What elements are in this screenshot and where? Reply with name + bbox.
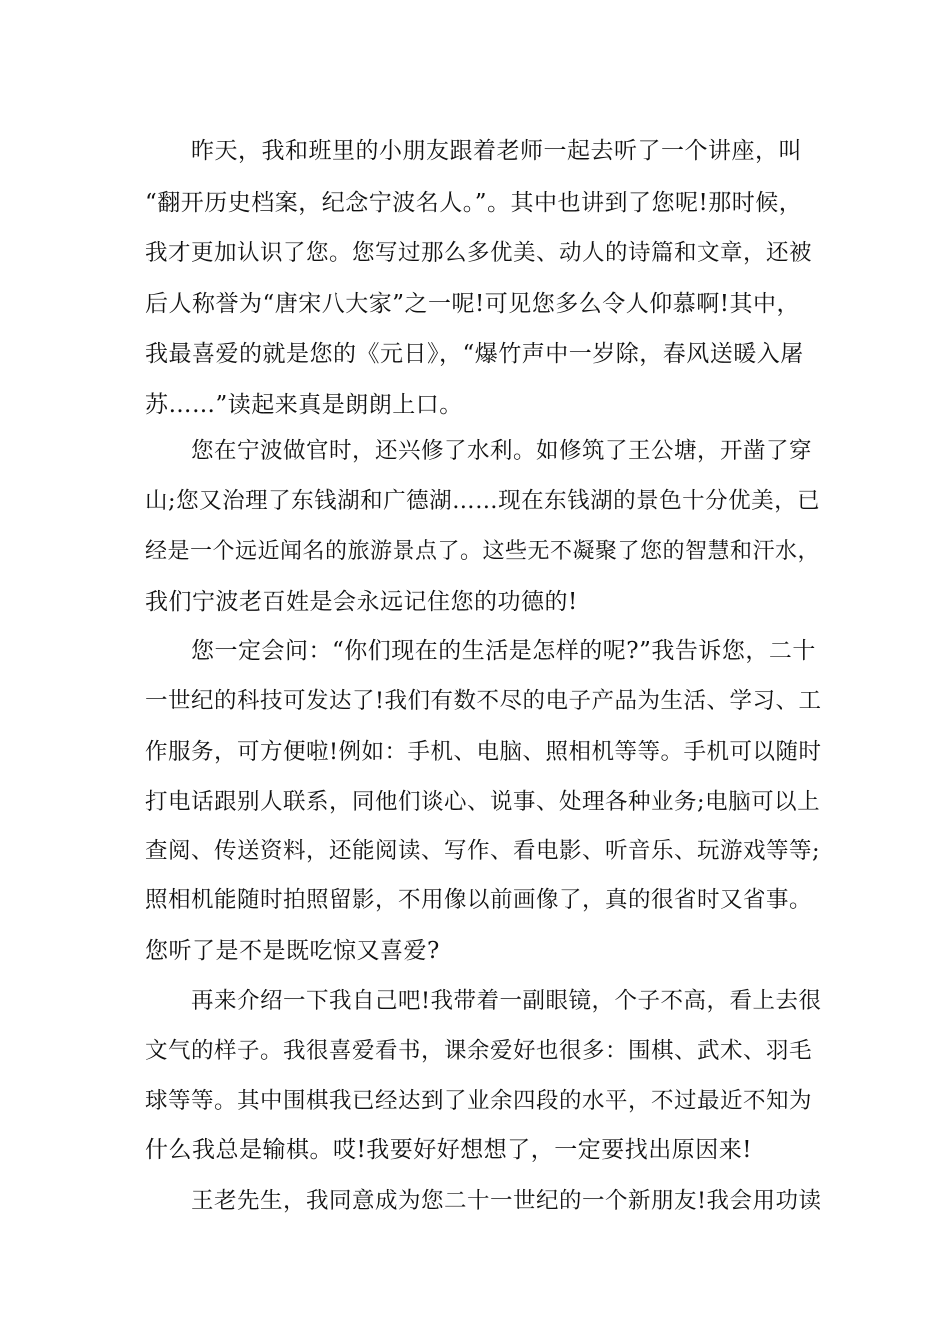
text-line: 苏……”读起来真是朗朗上口。 bbox=[145, 392, 463, 418]
text-line: 山;您又治理了东钱湖和广德湖……现在东钱湖的景色十分优美，已 bbox=[145, 488, 821, 514]
text-line: 昨天，我和班里的小朋友跟着老师一起去听了一个讲座，叫 bbox=[191, 138, 802, 164]
text-line: 我们宁波老百姓是会永远记住您的功德的! bbox=[145, 589, 578, 615]
text-line: 打电话跟别人联系，同他们谈心、说事、处理各种业务;电脑可以上 bbox=[145, 789, 821, 815]
text-line: 再来介绍一下我自己吧!我带着一副眼镜，个子不高，看上去很 bbox=[191, 988, 822, 1014]
text-line: 照相机能随时拍照留影，不用像以前画像了，真的很省时又省事。 bbox=[145, 887, 813, 913]
text-line: 球等等。其中围棋我已经达到了业余四段的水平，不过最近不知为 bbox=[145, 1088, 813, 1114]
text-line: 您听了是不是既吃惊又喜爱? bbox=[145, 938, 440, 964]
text-line: 您一定会问：“你们现在的生活是怎样的呢?”我告诉您，二十 bbox=[191, 638, 816, 664]
text-line: 作服务，可方便啦!例如：手机、电脑、照相机等等。手机可以随时 bbox=[145, 739, 822, 765]
text-line: 一世纪的科技可发达了!我们有数不尽的电子产品为生活、学习、工 bbox=[145, 688, 822, 714]
text-line: 我最喜爱的就是您的《元日》，“爆竹声中一岁除，春风送暖入屠 bbox=[145, 341, 804, 367]
text-line: “翻开历史档案，纪念宁波名人。”。其中也讲到了您呢!那时候， bbox=[145, 190, 803, 216]
text-line: 查阅、传送资料，还能阅读、写作、看电影、听音乐、玩游戏等等; bbox=[145, 838, 821, 864]
text-line: 什么我总是输棋。哎!我要好好想想了，一定要找出原因来! bbox=[145, 1137, 752, 1163]
text-line: 文气的样子。我很喜爱看书，课余爱好也很多：围棋、武术、羽毛 bbox=[145, 1038, 813, 1064]
text-line: 后人称誉为“唐宋八大家”之一呢!可见您多么令人仰慕啊!其中， bbox=[145, 291, 801, 317]
text-line: 您在宁波做官时，还兴修了水利。如修筑了王公塘，开凿了穿 bbox=[191, 438, 813, 464]
text-line: 经是一个远近闻名的旅游景点了。这些无不凝聚了您的智慧和汗水， bbox=[145, 539, 821, 564]
text-line: 我才更加认识了您。您写过那么多优美、动人的诗篇和文章，还被 bbox=[145, 240, 813, 266]
text-line: 王老先生，我同意成为您二十一世纪的一个新朋友!我会用功读 bbox=[191, 1188, 822, 1214]
